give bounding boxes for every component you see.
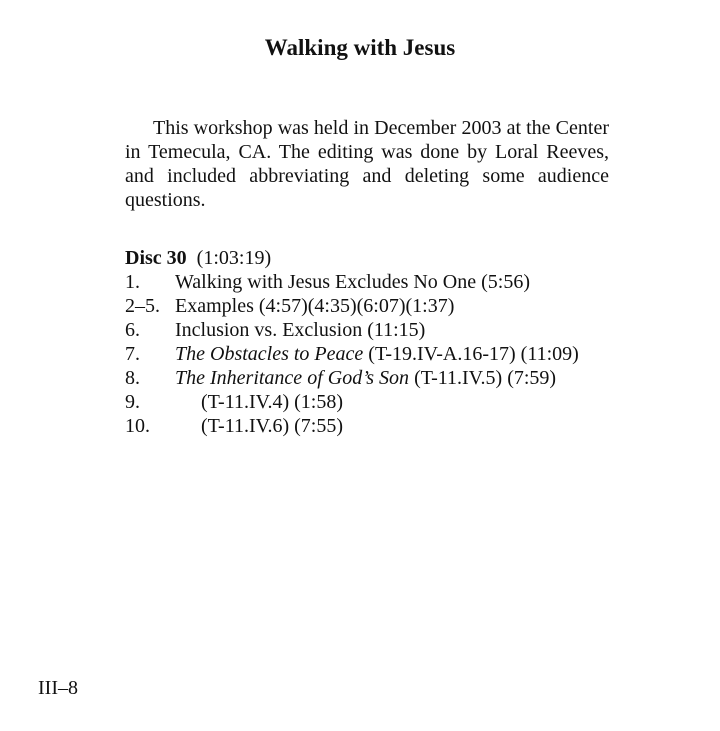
track-item — [125, 294, 645, 318]
track-list — [125, 270, 645, 438]
disc-label: Disc 30 — [125, 247, 187, 269]
disc-duration: (1:03:19) — [196, 247, 272, 269]
track-reference: (T-11.IV.6) (7:55) — [201, 415, 344, 437]
track-description — [175, 366, 556, 390]
track-number: 2–5. — [125, 295, 160, 317]
track-item — [125, 390, 645, 414]
track-number: 7. — [125, 343, 140, 365]
page-number: III–8 — [38, 677, 78, 699]
track-reference: (T-11.IV.4) (1:58) — [201, 391, 344, 413]
track-reference: (T-11.IV.5) (7:59) — [414, 367, 557, 389]
intro-paragraph: This workshop was held in December 2003 at the Center in Temecula, CA. The editing was done by Loral Reeves, and included abbreviating and deleting some audience questions. — [125, 117, 609, 211]
track-number: 1. — [125, 271, 140, 293]
disc-section — [125, 246, 645, 438]
disc-heading — [125, 246, 645, 270]
track-number: 10. — [125, 415, 150, 437]
track-description: Walking with Jesus Excludes No One (5:56) — [175, 271, 530, 293]
track-item — [125, 366, 645, 390]
track-description — [175, 342, 579, 366]
track-description: Examples (4:57)(4:35)(6:07)(1:37) — [175, 295, 455, 317]
track-number: 8. — [125, 367, 140, 389]
track-item — [125, 270, 645, 294]
track-description: Inclusion vs. Exclusion (11:15) — [175, 319, 426, 341]
track-title: The Inheritance of God’s Son — [175, 367, 410, 389]
page-title: Walking with Jesus — [264, 35, 456, 60]
track-number: 6. — [125, 319, 140, 341]
track-item — [125, 342, 645, 366]
track-item — [125, 318, 645, 342]
track-number: 9. — [125, 391, 140, 413]
track-item — [125, 414, 645, 438]
track-title: The Obstacles to Peace — [175, 343, 364, 365]
track-reference: (T-19.IV-A.16-17) (11:09) — [368, 343, 579, 365]
